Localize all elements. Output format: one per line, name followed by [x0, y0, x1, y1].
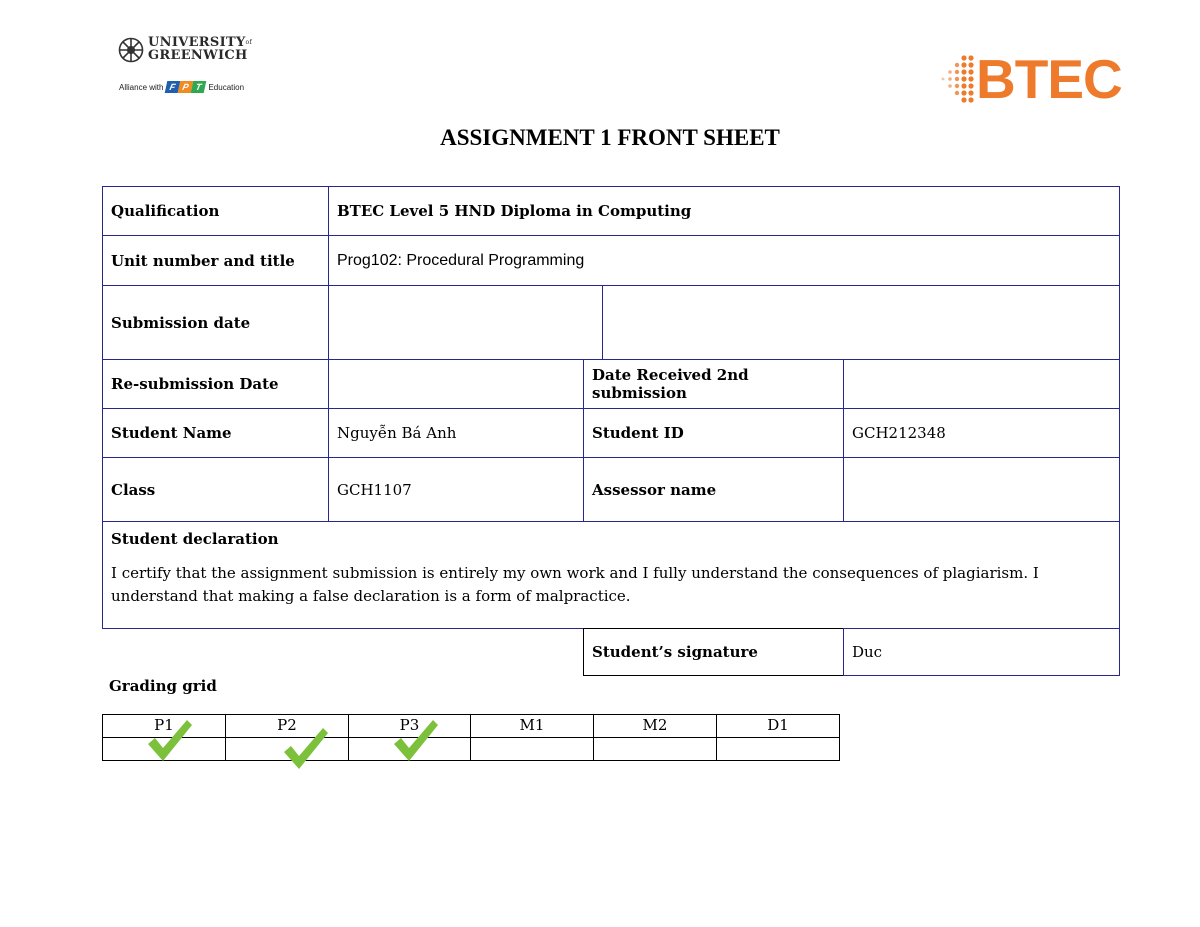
student-name-value[interactable]: Nguyễn Bá Anh [328, 408, 584, 458]
class-value[interactable]: GCH1107 [328, 457, 584, 522]
grade-cell-d1[interactable] [716, 737, 840, 761]
university-name: $UNIVERSITY^{of}$ GREENWICH [148, 35, 252, 63]
declaration-title: Student declaration [111, 530, 279, 548]
qualification-label: Qualification [102, 186, 329, 236]
grade-header-p2: P2 [225, 714, 349, 738]
submission-date-extra-cell[interactable] [602, 285, 1120, 360]
btec-dots-icon [938, 54, 976, 106]
assessor-name-label: Assessor name [583, 457, 844, 522]
university-crest-icon [118, 37, 144, 63]
signature-value[interactable]: Duc [843, 628, 1120, 676]
btec-logo [938, 50, 1124, 110]
grade-cell-m1[interactable] [470, 737, 594, 761]
grading-grid-title: Grading grid [109, 677, 217, 695]
checkmark-icon [392, 718, 440, 764]
date-received-value[interactable] [843, 359, 1120, 409]
student-id-value[interactable]: GCH212348 [843, 408, 1120, 458]
submission-date-value[interactable] [328, 285, 603, 360]
student-id-label: Student ID [583, 408, 844, 458]
unit-value[interactable]: Prog102: Procedural Programming [328, 235, 1120, 286]
page-title: ASSIGNMENT 1 FRONT SHEET [440, 125, 780, 150]
university-of-greenwich-logo [118, 34, 258, 96]
class-label: Class [102, 457, 329, 522]
grade-header-d1: D1 [716, 714, 840, 738]
unit-label: Unit number and title [102, 235, 329, 286]
grade-header-m1: M1 [470, 714, 594, 738]
student-declaration [102, 521, 1120, 629]
resubmission-date-label: Re-submission Date [102, 359, 329, 409]
checkmark-icon [282, 726, 330, 772]
resubmission-date-value[interactable] [328, 359, 584, 409]
alliance-line: Alliance with F P T Education [119, 82, 245, 92]
btec-wordmark: BTEC [976, 48, 1122, 110]
grade-header-p3: P3 [348, 714, 471, 738]
checkmark-icon [146, 718, 194, 764]
qualification-value[interactable]: BTEC Level 5 HND Diploma in Computing [328, 186, 1120, 236]
signature-label: Student’s signature [583, 628, 844, 676]
grade-header-p1: P1 [102, 714, 226, 738]
grade-header-m2: M2 [593, 714, 717, 738]
student-name-label: Student Name [102, 408, 329, 458]
assessor-name-value[interactable] [843, 457, 1120, 522]
fpt-logo: F P T [166, 81, 205, 93]
submission-date-label: Submission date [102, 285, 329, 360]
declaration-text: I certify that the assignment submission is entirely my own work and I fully understand the consequences of plagiarism. I understand that making a false declaration is a form of malpractice. [111, 564, 1039, 605]
date-received-label: Date Received 2nd submission [583, 359, 844, 409]
grade-cell-m2[interactable] [593, 737, 717, 761]
